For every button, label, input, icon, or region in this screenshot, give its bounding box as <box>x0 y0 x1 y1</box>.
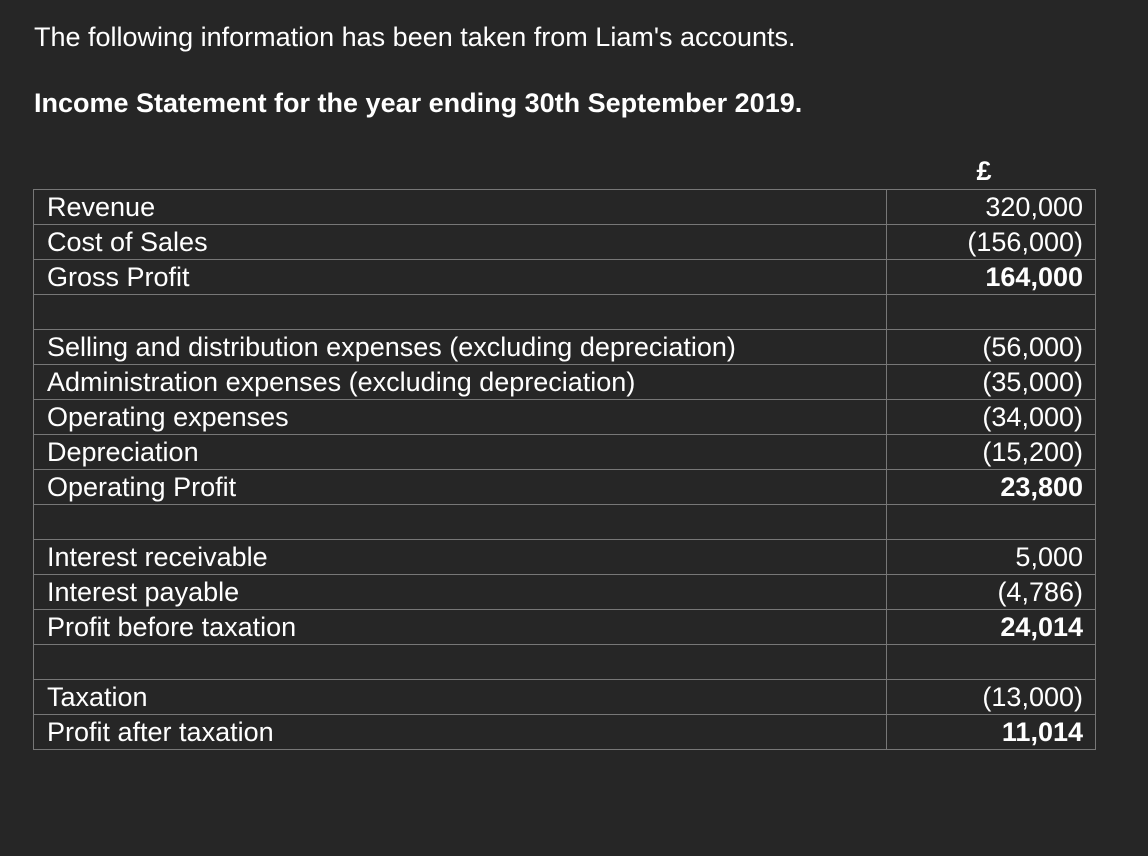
table-row-operating-expenses <box>34 400 1096 435</box>
row-amount <box>886 295 1095 330</box>
statement-heading: Income Statement for the year ending 30th September 2019. <box>34 88 803 118</box>
table-row-depreciation <box>34 435 1096 470</box>
row-label <box>34 645 887 680</box>
table-row-revenue <box>34 190 1096 225</box>
row-label: Profit before taxation <box>34 610 887 645</box>
table-row-profit-after-tax <box>34 715 1096 750</box>
row-amount <box>886 505 1095 540</box>
row-label: Operating Profit <box>34 470 887 505</box>
row-label <box>34 505 887 540</box>
income-statement-table <box>33 189 1096 750</box>
currency-header: £ <box>976 156 992 186</box>
row-amount-total: 24,014 <box>886 610 1095 645</box>
row-label: Depreciation <box>34 435 887 470</box>
row-amount: 5,000 <box>886 540 1095 575</box>
row-label: Interest receivable <box>34 540 887 575</box>
table-row-gross-profit <box>34 260 1096 295</box>
row-label: Operating expenses <box>34 400 887 435</box>
row-label <box>34 295 887 330</box>
table-row-interest-receivable <box>34 540 1096 575</box>
table-row-cost-of-sales <box>34 225 1096 260</box>
table-row-operating-profit <box>34 470 1096 505</box>
row-amount: (34,000) <box>886 400 1095 435</box>
row-amount: (15,200) <box>886 435 1095 470</box>
row-amount: (4,786) <box>886 575 1095 610</box>
row-label: Gross Profit <box>34 260 887 295</box>
row-label: Revenue <box>34 190 887 225</box>
row-amount-total: 164,000 <box>886 260 1095 295</box>
row-label: Cost of Sales <box>34 225 887 260</box>
row-label: Taxation <box>34 680 887 715</box>
row-amount: (56,000) <box>886 330 1095 365</box>
intro-text: The following information has been taken from Liam's accounts. <box>34 22 796 52</box>
row-amount: (35,000) <box>886 365 1095 400</box>
row-amount: 320,000 <box>886 190 1095 225</box>
table-row-administration <box>34 365 1096 400</box>
table-row-taxation <box>34 680 1096 715</box>
row-amount-total: 11,014 <box>886 715 1095 750</box>
table-row-profit-before-tax <box>34 610 1096 645</box>
table-row-spacer <box>34 295 1096 330</box>
table-row-spacer <box>34 645 1096 680</box>
row-label: Administration expenses (excluding depreciation) <box>34 365 887 400</box>
row-amount: (156,000) <box>886 225 1095 260</box>
row-label: Profit after taxation <box>34 715 887 750</box>
row-amount: (13,000) <box>886 680 1095 715</box>
row-label: Selling and distribution expenses (excluding depreciation) <box>34 330 887 365</box>
row-amount <box>886 645 1095 680</box>
row-label: Interest payable <box>34 575 887 610</box>
row-amount-total: 23,800 <box>886 470 1095 505</box>
table-row-interest-payable <box>34 575 1096 610</box>
table-row-spacer <box>34 505 1096 540</box>
table-row-selling-distribution <box>34 330 1096 365</box>
